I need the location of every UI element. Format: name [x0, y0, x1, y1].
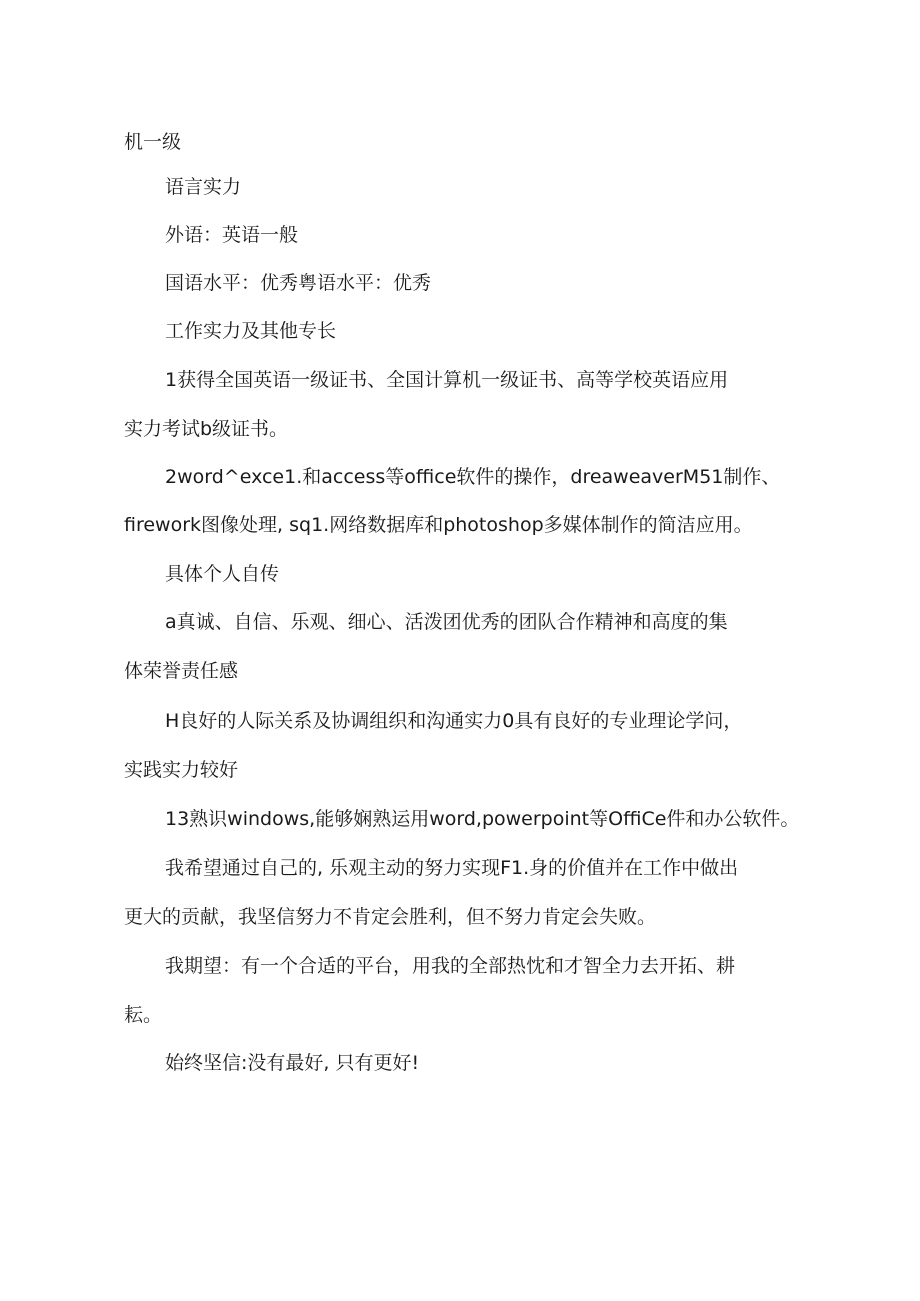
text-line-windows: 13熟识windows,能够娴熟运用word,powerpoint等OffiCe件和办公软件。 [165, 808, 800, 830]
text-line-hope-cont: 更大的贡献，我坚信努力不肯定会胜利，但不努力肯定会失败。 [124, 906, 657, 928]
text-line-motto: 始终坚信:没有最好, 只有更好! [165, 1052, 420, 1074]
section-heading-language: 语言实力 [165, 176, 242, 198]
text-line-certificates-cont: 实力考试b级证书。 [124, 418, 289, 440]
text-line-traits: a真诚、自信、乐观、细心、活泼团优秀的团队合作精神和高度的集 [165, 611, 728, 633]
text-line-hope: 我希望通过自己的, 乐观主动的努力实现F1.身的价值并在工作中做出 [165, 857, 739, 879]
text-line-foreign-language: 外语：英语一般 [165, 224, 299, 246]
text-line-traits-cont: 体荣誉责任感 [124, 660, 239, 682]
text-line-mandarin-cantonese: 国语水平：优秀粤语水平：优秀 [165, 272, 432, 294]
section-heading-skills: 工作实力及其他专长 [165, 320, 337, 342]
section-heading-self-description: 具体个人自传 [165, 563, 280, 585]
text-line-software-cont: firework图像处理, sq1.网络数据库和photoshop多媒体制作的简洁应用。 [124, 514, 753, 536]
text-line-relationships: H良好的人际关系及协调组织和沟通实力0具有良好的专业理论学问， [165, 710, 743, 732]
text-line-expectation-cont: 耘。 [124, 1004, 163, 1026]
text-line-relationships-cont: 实践实力较好 [124, 759, 239, 781]
text-line-1: 机一级 [124, 131, 182, 153]
text-line-certificates: 1获得全国英语一级证书、全国计算机一级证书、高等学校英语应用 [165, 369, 729, 391]
text-line-software: 2word^exce1.和access等office软件的操作，dreaweaverM51制作、 [165, 466, 781, 488]
text-line-expectation: 我期望：有一个合适的平台，用我的全部热忱和才智全力去开拓、耕 [165, 955, 736, 977]
